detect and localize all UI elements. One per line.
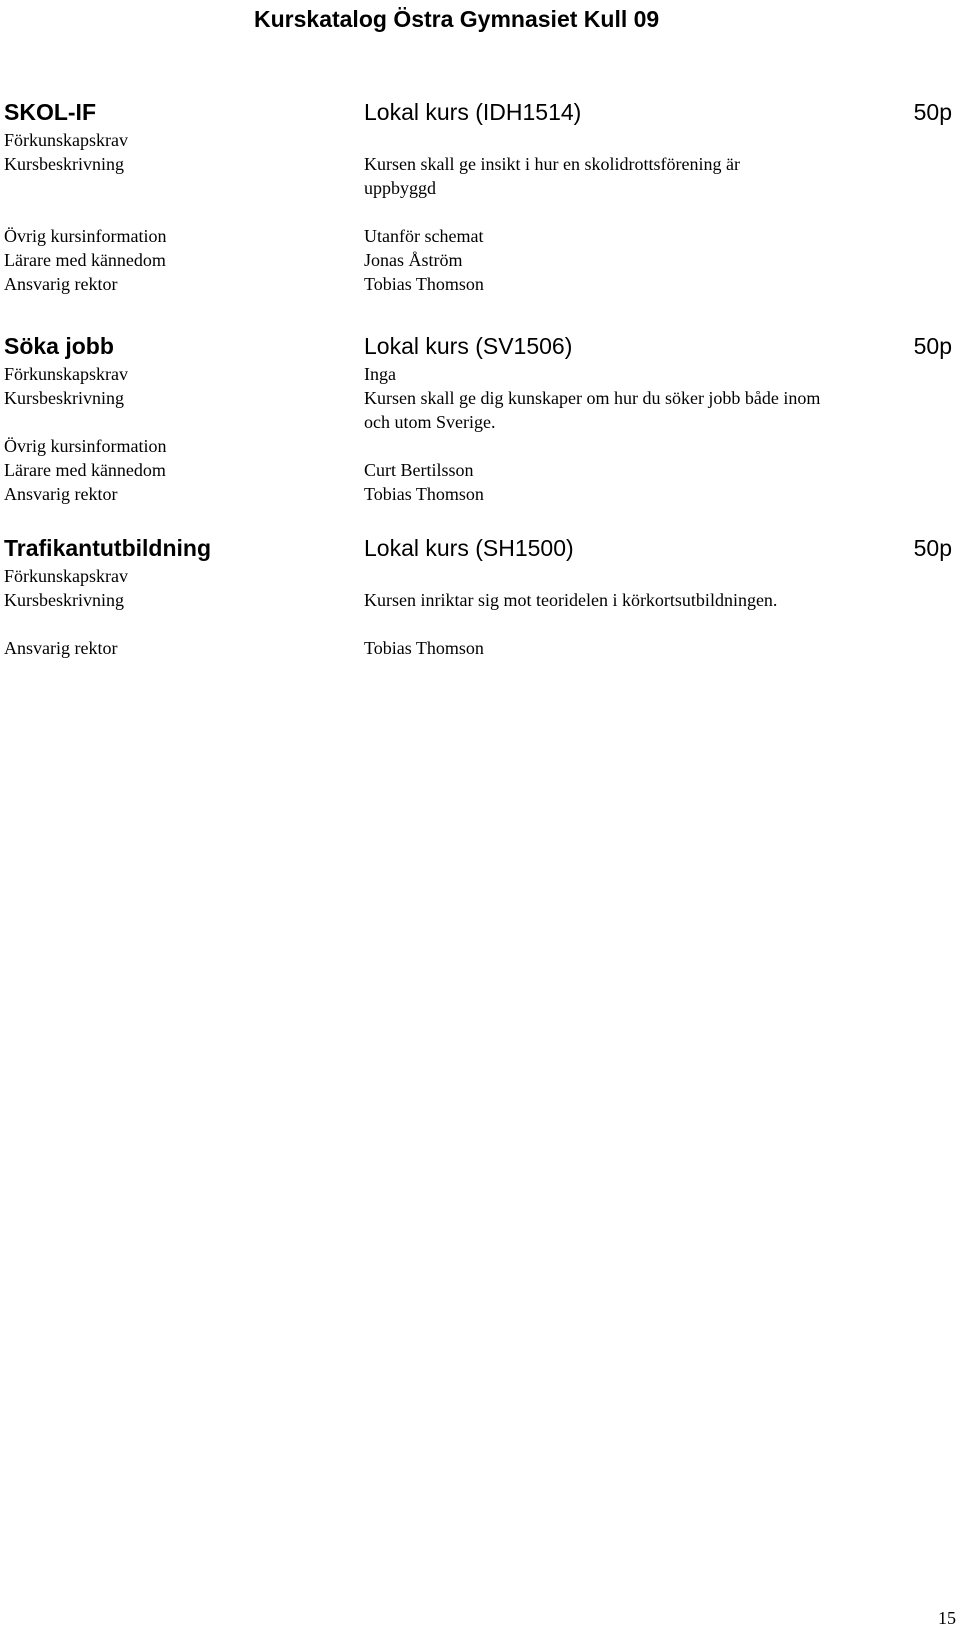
field-description	[4, 152, 956, 200]
field-label: Ansvarig rektor	[4, 638, 118, 658]
field-label: Kursbeskrivning	[4, 154, 124, 174]
field-label: Lärare med kännedom	[4, 250, 166, 270]
field-value: Kursen skall ge insikt i hur en skolidrottsförening är uppbyggd	[364, 154, 740, 198]
field-value: Jonas Åström	[364, 250, 463, 270]
field-label: Förkunskapskrav	[4, 566, 128, 586]
course-code: Lokal kurs (SH1500)	[364, 535, 574, 561]
field-prerequisites	[4, 362, 956, 386]
field-value: Kursen skall ge dig kunskaper om hur du söker jobb både inom och utom Sverige.	[364, 388, 821, 432]
field-other	[4, 224, 956, 248]
course-code: Lokal kurs (SV1506)	[364, 333, 573, 359]
page-number: 15	[938, 1608, 956, 1628]
page-title: Kurskatalog Östra Gymnasiet Kull 09	[254, 6, 660, 32]
field-value: Tobias Thomson	[364, 484, 484, 504]
course-name: SKOL-IF	[4, 99, 96, 125]
course-header	[4, 330, 956, 362]
field-label: Ansvarig rektor	[4, 274, 118, 294]
field-value: Curt Bertilsson	[364, 460, 474, 480]
field-label: Övrig kursinformation	[4, 436, 167, 456]
course-header	[4, 532, 956, 564]
field-value: Utanför schemat	[364, 226, 484, 246]
field-description	[4, 588, 956, 612]
field-value: Tobias Thomson	[364, 274, 484, 294]
course-soka-jobb	[4, 330, 956, 506]
field-prerequisites	[4, 564, 956, 588]
course-name: Trafikantutbildning	[4, 535, 211, 561]
field-value	[364, 410, 844, 434]
field-value: Tobias Thomson	[364, 638, 484, 658]
field-label: Kursbeskrivning	[4, 590, 124, 610]
course-points: 50p	[913, 333, 952, 359]
field-label: Lärare med kännedom	[4, 460, 166, 480]
field-value	[364, 128, 844, 152]
field-label: Förkunskapskrav	[4, 130, 128, 150]
course-header	[4, 96, 956, 128]
field-value: Kursen inriktar sig mot teoridelen i körkortsutbildningen.	[364, 590, 778, 610]
field-value: Inga	[364, 364, 396, 384]
field-teacher	[4, 248, 956, 272]
field-prerequisites	[4, 128, 956, 152]
field-label: Kursbeskrivning	[4, 388, 124, 408]
field-principal	[4, 272, 956, 296]
field-teacher	[4, 458, 956, 482]
course-points: 50p	[913, 99, 952, 125]
field-principal	[4, 482, 956, 506]
course-points: 50p	[913, 535, 952, 561]
field-label: Övrig kursinformation	[4, 226, 167, 246]
field-principal	[4, 636, 956, 660]
course-trafikantutbildning	[4, 532, 956, 660]
course-code: Lokal kurs (IDH1514)	[364, 99, 582, 125]
field-value	[364, 564, 844, 588]
field-label: Ansvarig rektor	[4, 484, 118, 504]
field-label: Förkunskapskrav	[4, 364, 128, 384]
course-skol-if	[4, 96, 956, 296]
course-name: Söka jobb	[4, 333, 114, 359]
field-other	[4, 410, 956, 456]
